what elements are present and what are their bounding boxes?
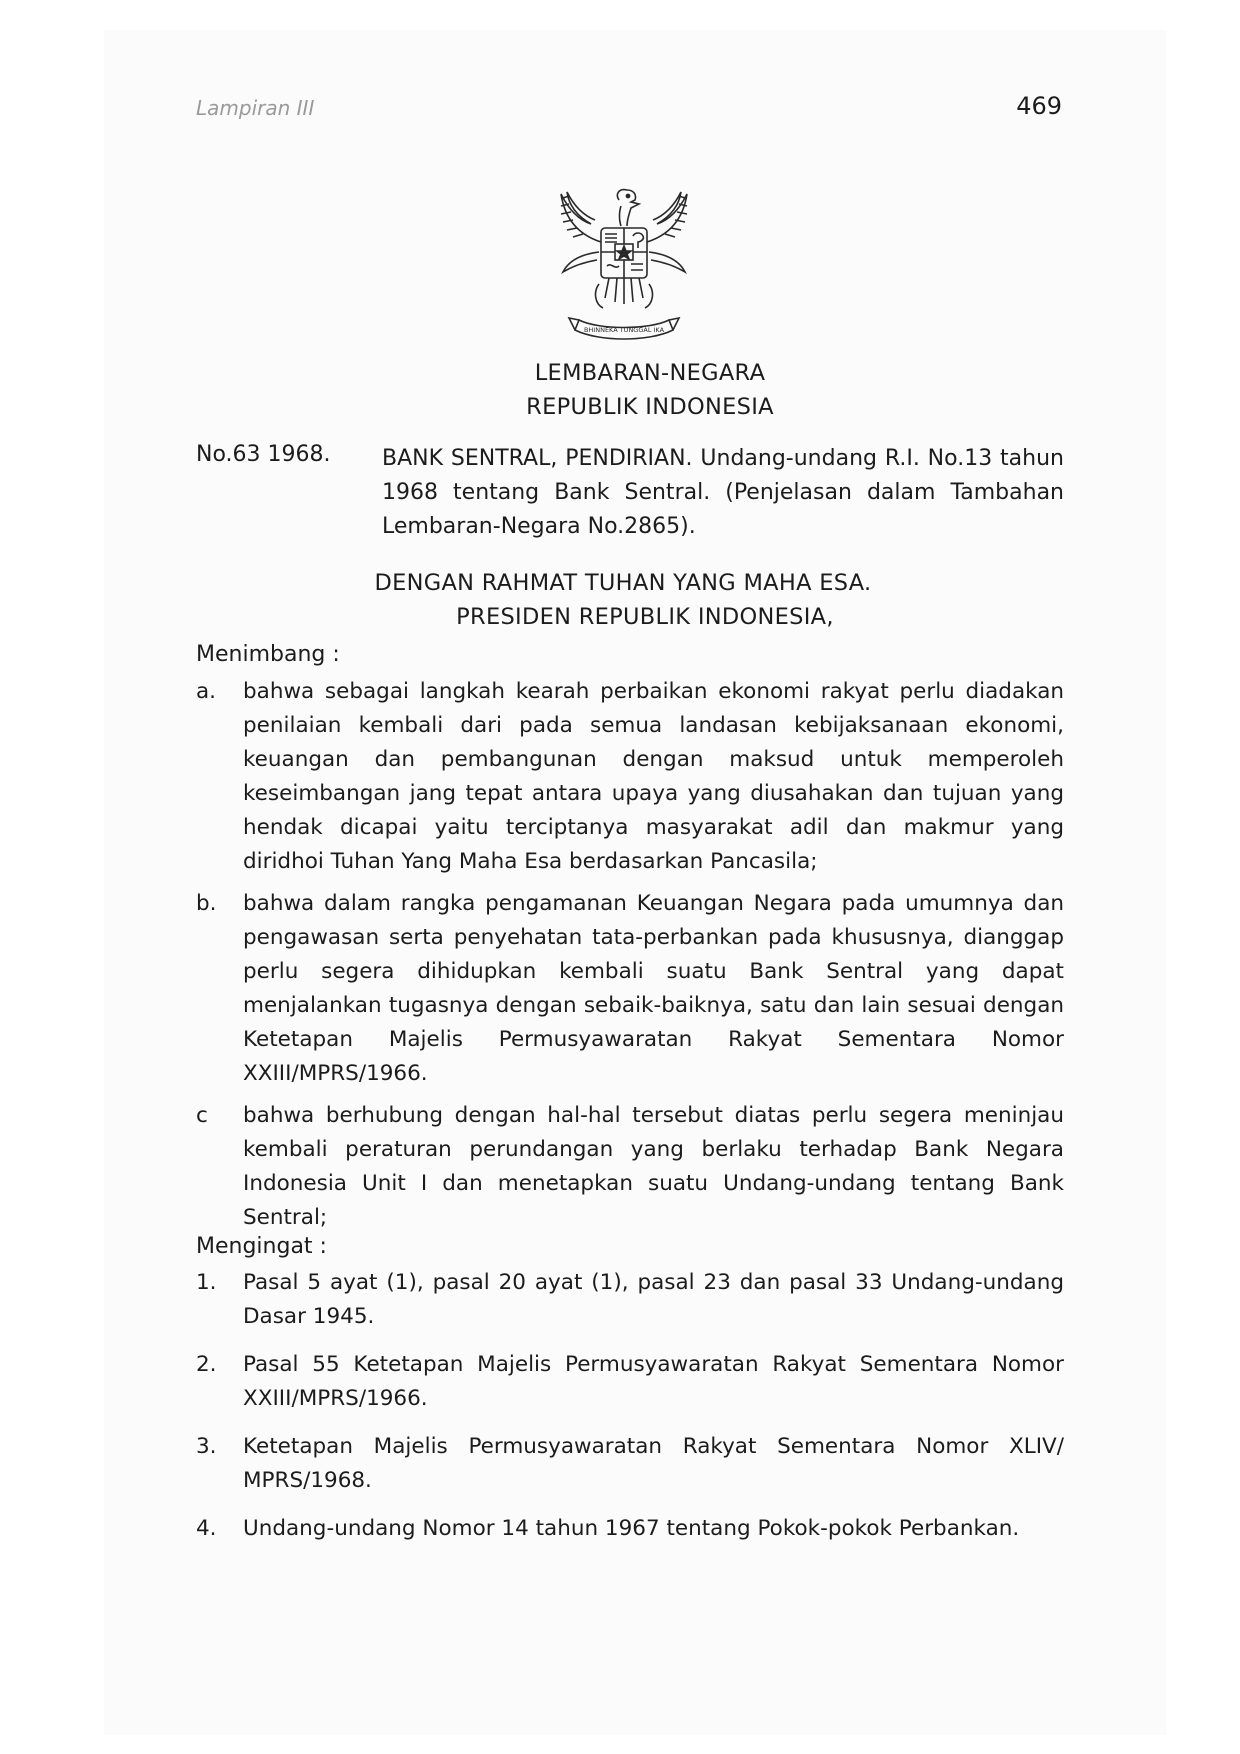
item-marker: b. — [196, 891, 217, 916]
item-marker: 2. — [196, 1352, 217, 1377]
item-text: bahwa berhubung dengan hal-hal tersebut diatas perlu segera meninjau kembali peraturan perundangan yang berlaku terhadap Bank Negara Indonesia Unit I dan menetapkan suatu Undang-undang tentang Bank Sentral; — [243, 1103, 1064, 1230]
item-text: Ketetapan Majelis Permusyawaratan Rakyat Sementara Nomor XLIV/ MPRS/1968. — [243, 1434, 1064, 1493]
item-marker: 4. — [196, 1516, 217, 1541]
lembaran-description: BANK SENTRAL, PENDIRIAN. Undang-undang R.I. No.13 tahun 1968 tentang Bank Sentral. (Penjelasan dalam Tambahan Lembaran-Negara No.2865). — [382, 446, 1064, 539]
item-text: Pasal 5 ayat (1), pasal 20 ayat (1), pasal 23 dan pasal 33 Undang-undang Dasar 1945. — [243, 1270, 1064, 1329]
item-text: Undang-undang Nomor 14 tahun 1967 tentang Pokok-pokok Perbankan. — [243, 1516, 1020, 1541]
item-marker: c — [196, 1103, 208, 1128]
menimbang-item-b — [196, 887, 1064, 1091]
item-marker: 1. — [196, 1270, 217, 1295]
mengingat-item-2 — [196, 1348, 1064, 1416]
preamble-line-2: PRESIDEN REPUBLIK INDONESIA, — [456, 604, 834, 630]
item-marker: a. — [196, 679, 217, 704]
item-text: Pasal 55 Ketetapan Majelis Permusyawaratan Rakyat Sementara Nomor XXIII/MPRS/1966. — [243, 1352, 1064, 1411]
lembaran-number: No.63 1968. — [196, 442, 331, 467]
mengingat-item-4 — [196, 1512, 1064, 1546]
menimbang-label: Menimbang : — [196, 642, 340, 667]
mengingat-item-1 — [196, 1266, 1064, 1334]
page-number: 469 — [1016, 92, 1062, 120]
garuda-emblem-icon — [539, 180, 709, 370]
item-text: bahwa sebagai langkah kearah perbaikan ekonomi rakyat perlu diadakan penilaian kembali dari pada semua landasan kebijaksanaan ekonomi, keuangan dan pembangunan dengan maksud untuk memperoleh keseimbangan jang tepat antara upaya yang diusahakan dan tujuan yang hendak dicapai yaitu terciptanya masyarakat adil dan makmur yang diridhoi Tuhan Yang Maha Esa berdasarkan Pancasila; — [243, 679, 1064, 874]
svg-text:BHINNEKA TUNGGAL IKA: BHINNEKA TUNGGAL IKA — [583, 326, 665, 334]
mengingat-item-3 — [196, 1430, 1064, 1498]
item-marker: 3. — [196, 1434, 217, 1459]
running-header-section: Lampiran III — [196, 96, 315, 120]
menimbang-item-a — [196, 675, 1064, 879]
mengingat-label: Mengingat : — [196, 1234, 327, 1259]
preamble-line-1: DENGAN RAHMAT TUHAN YANG MAHA ESA. — [374, 570, 872, 596]
masthead-subtitle: REPUBLIK INDONESIA — [526, 394, 774, 420]
menimbang-item-c — [196, 1099, 1064, 1235]
masthead-title: LEMBARAN-NEGARA — [534, 360, 766, 386]
document-page — [104, 30, 1166, 1735]
item-text: bahwa dalam rangka pengamanan Keuangan Negara pada umumnya dan pengawasan serta penyehatan tata-perbankan pada khususnya, dianggap perlu segera dihidupkan kembali suatu Bank Sentral yang dapat menjalankan tugasnya dengan sebaik-baiknya, satu dan lain sesuai dengan Ketetapan Majelis Permusyawaratan Rakyat Sementara Nomor XXIII/MPRS/1966. — [243, 891, 1064, 1086]
